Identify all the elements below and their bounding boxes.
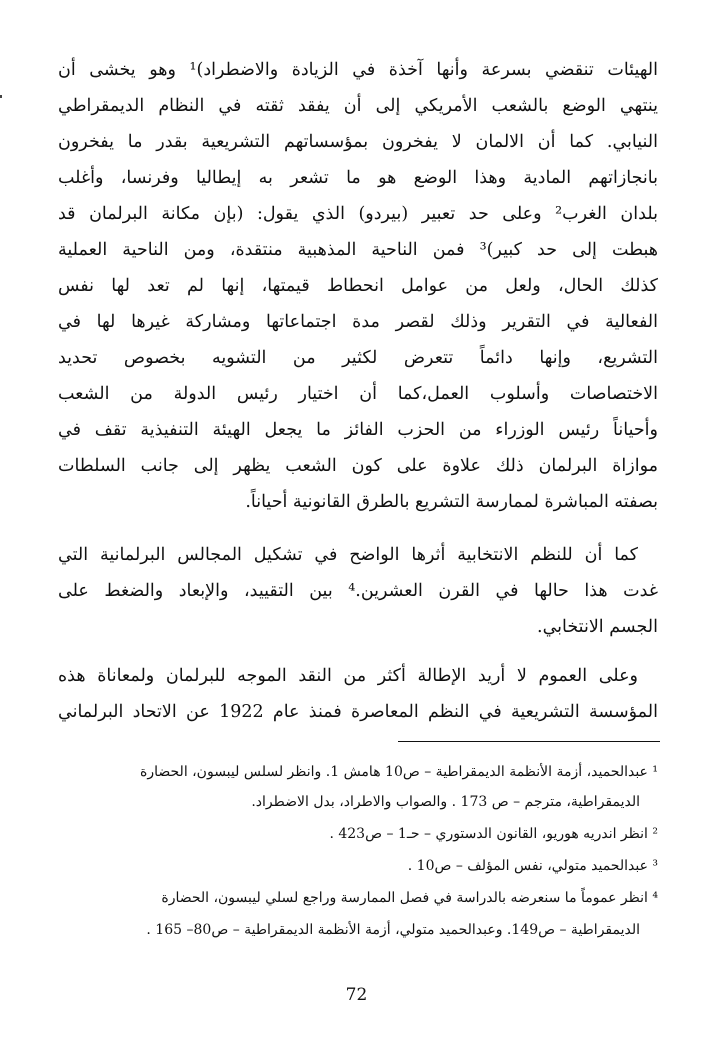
page-number: 72	[345, 985, 368, 1005]
footnote-1: ¹ عبدالحميد، أزمة الأنظمة الديمقراطية – ص10 هامش 1. وانظر لسلس ليبسون، الحضارة	[140, 764, 658, 780]
text-line: وعلى العموم لا أريد الإطالة أكثر من النقد الموجه للبرلمان ولمعاناة هذه	[58, 666, 638, 686]
text-line: كما أن للنظم الانتخابية أثرها الواضح في تشكيل المجالس البرلمانية التي	[58, 545, 638, 565]
text-line: غدت هذا حالها في القرن العشرين.⁴ بين التقييد، والإبعاد والضغط على	[58, 581, 658, 601]
text-line: الهيئات تنقضي بسرعة وأنها آخذة في الزيادة والاضطراد)¹ وهو يخشى أن	[58, 60, 658, 80]
text-line: الفعالية في التقرير وذلك لقصر مدة اجتماعاتها ومشاركة غيرها لها في	[58, 312, 658, 332]
scan-edge-mark	[0, 95, 2, 98]
text-line: بانجازاتهم المادية وهذا الوضع هو ما تشعر به إيطاليا وفرنسا، وأغلب	[58, 168, 658, 188]
text-line: هبطت إلى حد كبير)³ فمن الناحية المذهبية منتقدة، ومن الناحية العملية	[58, 240, 658, 260]
footnote-2: ² انظر اندريه هوريو، القانون الدستوري – حـ1 – ص423 .	[329, 826, 658, 842]
text-line: التشريع، وإنها دائماً تتعرض لكثير من التشويه بخصوص تحديد	[58, 348, 658, 368]
text-line: الاختصاصات وأسلوب العمل،كما أن اختيار رئيس الدولة من الشعب	[58, 384, 658, 404]
text-line: النيابي. كما أن الالمان لا يفخرون بمؤسساتهم التشريعية بقدر ما يفخرون	[58, 132, 658, 152]
text-line: المؤسسة التشريعية في النظم المعاصرة فمنذ عام 1922 عن الاتحاد البرلماني	[58, 702, 658, 722]
text-line: موازاة البرلمان ذلك علاوة على كون الشعب يظهر إلى جانب السلطات	[58, 456, 658, 476]
text-line: بلدان الغرب² وعلى حد تعبير (بيردو) الذي يقول: (بإن مكانة البرلمان قد	[58, 204, 658, 224]
footnote-1-continued: الديمقراطية، مترجم – ص 173 . والصواب والاطراد، بدل الاضطراد.	[251, 794, 640, 810]
footnote-4-continued: الديمقراطية – ص149. وعبدالحميد متولي، أزمة الأنظمة الديمقراطية – ص80– 165 .	[146, 922, 640, 938]
text-line: كذلك الحال، ولعل من عوامل انحطاط قيمتها، إنها لم تعد لها نفس	[58, 276, 658, 296]
footnote-4: ⁴ انظر عموماً ما سنعرضه بالدراسة في فصل الممارسة وراجع لسلي ليبسون، الحضارة	[161, 890, 658, 906]
footnote-3: ³ عبدالحميد متولي، نفس المؤلف – ص10 .	[407, 858, 658, 874]
text-line: الجسم الانتخابي.	[537, 617, 658, 637]
text-line: بصفته المباشرة لممارسة التشريع بالطرق القانونية أحياناً.	[245, 492, 658, 512]
text-line: وأحياناً رئيس الوزراء من الحزب الفائز ما يجعل الهيئة التنفيذية تقف في	[58, 420, 658, 440]
text-line: ينتهي الوضع بالشعب الأمريكي إلى أن يفقد ثقته في النظام الديمقراطي	[58, 96, 658, 116]
footnote-separator	[398, 741, 660, 742]
